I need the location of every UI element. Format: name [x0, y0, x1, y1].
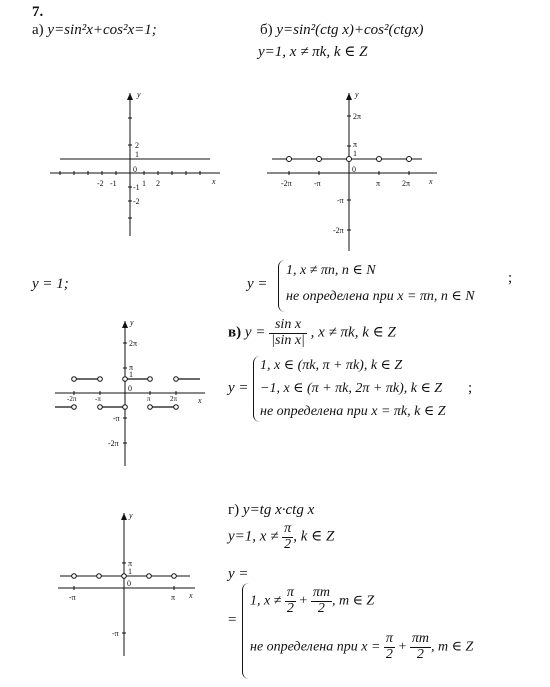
graph-b-ytick: 2π — [353, 112, 362, 121]
graph-g-ytick: π — [128, 559, 133, 568]
graph-b-x-label: x — [429, 177, 433, 186]
part-b-answer-lhs: y = — [247, 276, 268, 292]
part-v-label: в) — [228, 324, 242, 341]
graph-b-y-label: y — [355, 90, 359, 99]
graph-b-xtick: -π — [314, 179, 321, 188]
graph-b-y-arrow — [346, 93, 352, 100]
graph-b-ytick: 1 — [353, 149, 357, 158]
graph-v-ytick: 1 — [129, 370, 133, 379]
graph-g — [50, 508, 200, 658]
part-v-case2: −1, x ∈ (π + πk, 2π + πk), k ∈ Z — [260, 381, 443, 396]
problem-number: 7. — [32, 4, 44, 20]
part-g-case1: 1, x ≠ $\frac{\pi}{2}$ + $\frac{\pi m}{2}$ , m ∈ Z — [250, 585, 375, 616]
part-a-answer: y = 1; — [32, 276, 69, 292]
part-v-trailing: ; — [468, 380, 473, 396]
graph-a-xtick: 1 — [142, 179, 146, 188]
graph-g-origin: 0 — [127, 579, 131, 588]
part-v-fraction: $\frac{\text{sin x}}{\text{|sin x|}}$ — [271, 317, 305, 348]
graph-b-hole — [347, 157, 352, 162]
part-b-case1: 1, x ≠ πn, n ∈ N — [286, 263, 376, 278]
graph-a-x-label: x — [212, 177, 216, 186]
part-b-case2: не определена при x = πn, n ∈ N — [286, 289, 475, 304]
part-v-brace — [253, 356, 260, 422]
graph-b-xtick: 2π — [402, 179, 411, 188]
part-g-case2: не определена при x = $\frac{\pi}{2}$ + $\frac{\pi m}{2}$ , m ∈ Z — [250, 631, 474, 662]
part-a-label: а) — [32, 22, 44, 38]
graph-b-xtick: π — [376, 179, 381, 188]
graph-b-xtick: -2π — [281, 179, 292, 188]
part-b-condition: y=1, x ≠ πk, k ∈ Z — [258, 44, 368, 60]
part-b-trailing: ; — [508, 270, 513, 286]
graph-b-hole — [317, 157, 322, 162]
part-b-equation — [260, 22, 423, 39]
graph-b-hole — [287, 157, 292, 162]
graph-g-ytick: 1 — [128, 567, 132, 576]
graph-v-xtick: -π — [95, 395, 101, 403]
part-v-equation: в) y = $\frac{\text{sin x}}{\text{|sin x|}}$ , x ≠ πk, k ∈ Z — [228, 317, 396, 348]
graph-g-y-label: y — [129, 511, 133, 520]
part-b-label: б) — [260, 22, 273, 38]
part-a-equation — [32, 22, 157, 39]
graph-g-x-label: x — [189, 591, 193, 600]
part-g-brace — [242, 583, 249, 679]
graph-v-xtick: π — [147, 395, 151, 403]
graph-a-ytick: 1 — [135, 150, 139, 159]
part-g-equation: г) y=tg x·ctg x — [228, 502, 315, 518]
graph-v-ytick: 2π — [129, 339, 138, 348]
graph-b-ytick: π — [353, 140, 358, 149]
graph-b-ytick: -2π — [333, 226, 344, 235]
graph-v-xtick: 2π — [170, 395, 178, 403]
graph-v — [50, 318, 210, 468]
graph-b-ytick: -π — [337, 196, 344, 205]
graph-b-origin: 0 — [352, 165, 356, 174]
graph-a-xtick: -1 — [110, 179, 117, 188]
graph-v-ytick: π — [129, 363, 134, 372]
graph-v-ytick: -2π — [108, 439, 119, 448]
graph-a-xtick: 2 — [156, 179, 160, 188]
part-v-case3: не определена при x = πk, k ∈ Z — [260, 404, 446, 419]
graph-v-xtick: -2π — [67, 395, 77, 403]
graph-v-ytick: -π — [113, 414, 120, 423]
part-b-brace — [278, 260, 285, 312]
graph-a-y-arrow — [127, 93, 133, 100]
graph-g-xtick: π — [171, 593, 176, 602]
graph-a-ytick: 2 — [135, 141, 139, 150]
part-g-eq-sign: = — [228, 612, 237, 628]
graph-g-xtick: -π — [69, 593, 76, 602]
graph-v-x-label: x — [198, 396, 202, 405]
graph-a — [40, 88, 240, 238]
graph-v-y-label: y — [130, 318, 134, 327]
part-g-label: г) — [228, 502, 240, 518]
graph-a-xtick: -2 — [97, 179, 104, 188]
graph-a-y-label: y — [137, 90, 141, 99]
graph-b — [262, 88, 442, 253]
part-v-answer-lhs: y = — [228, 380, 249, 396]
part-g-condition: y=1, x ≠ $\frac{\pi}{2}$ , k ∈ Z — [228, 521, 335, 552]
graph-v-y-arrow — [122, 321, 128, 328]
graph-b-hole — [407, 157, 412, 162]
graph-a-ytick: -2 — [133, 197, 140, 206]
part-a-equation-text: y=sin²x+cos²x=1; — [47, 22, 157, 38]
graph-g-ytick: -π — [112, 629, 119, 638]
graph-v-origin: 0 — [128, 384, 132, 393]
graph-a-ytick: -1 — [133, 183, 140, 192]
graph-g-y-arrow — [121, 513, 127, 520]
graph-a-origin: 0 — [133, 165, 137, 174]
part-v-case1: 1, x ∈ (πk, π + πk), k ∈ Z — [260, 358, 403, 373]
part-g-answer-lhs: y = — [228, 566, 249, 582]
part-b-equation-text: y=sin²(ctg x)+cos²(ctgx) — [276, 22, 424, 38]
graph-b-hole — [377, 157, 382, 162]
